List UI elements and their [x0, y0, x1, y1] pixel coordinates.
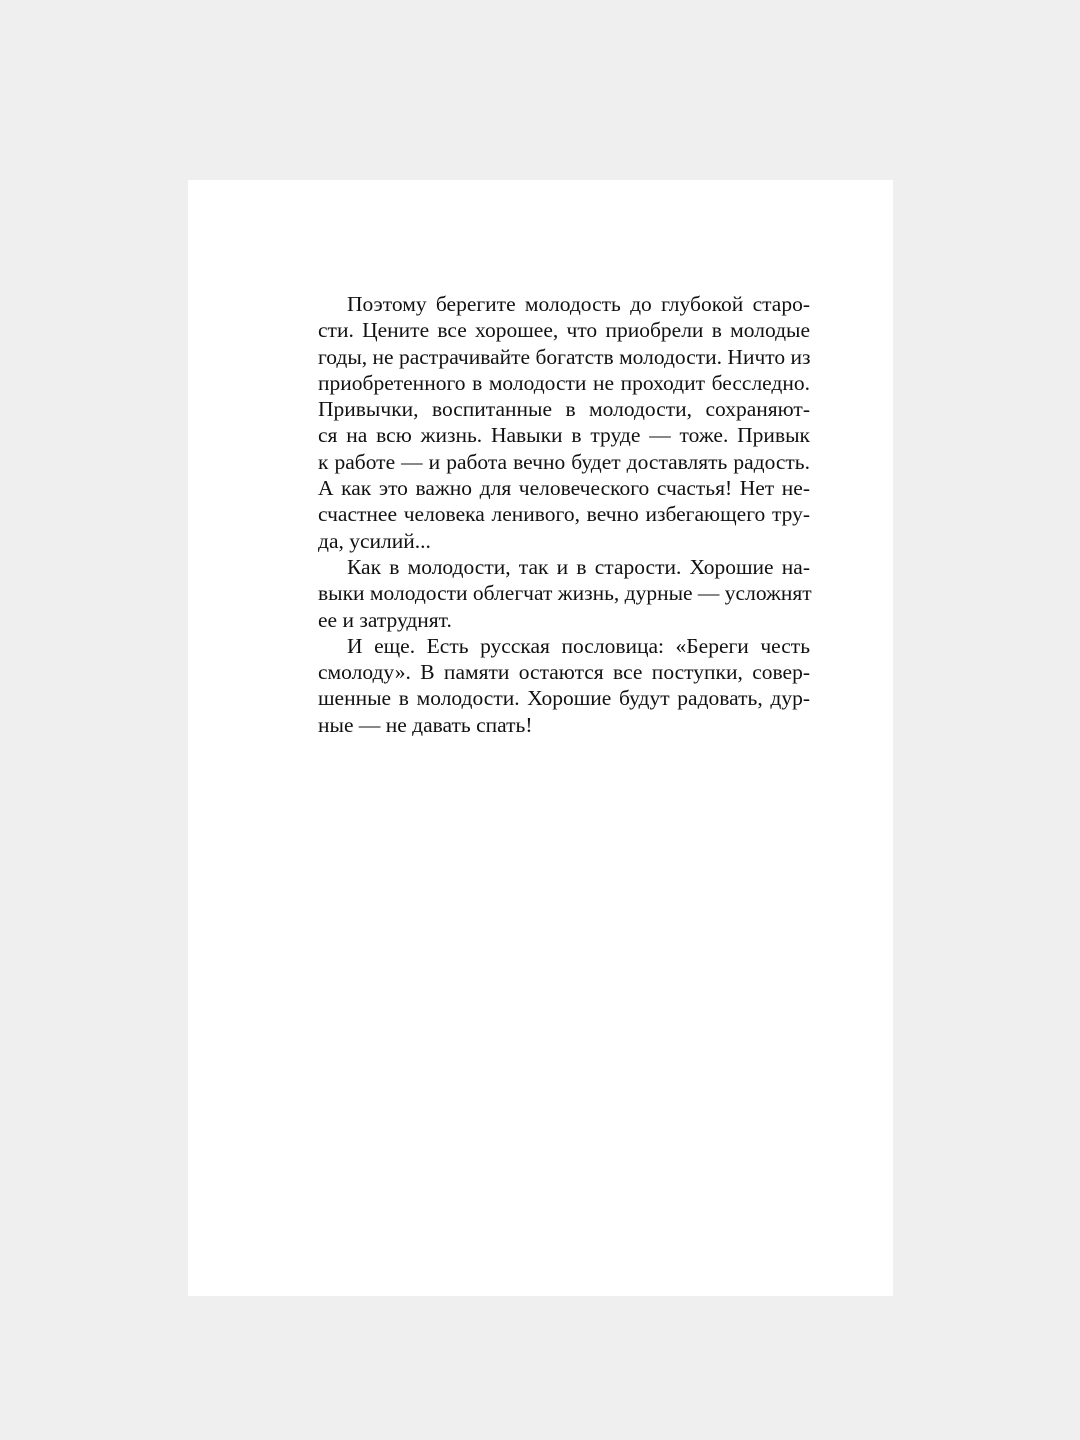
- text-line: да, усилий...: [318, 528, 431, 553]
- text-line: ее и затруднят.: [318, 607, 452, 632]
- text-line: приобретенного в молодости не проходит бесследно.: [318, 370, 810, 395]
- text-line: ся на всю жизнь. Навыки в труде — тоже. Привык: [318, 423, 810, 448]
- paragraph: [318, 633, 810, 738]
- text-line: ные — не давать спать!: [318, 712, 533, 737]
- paragraph: [318, 554, 810, 633]
- text-line: годы, не растрачивайте богатств молодости. Ничто из: [318, 344, 811, 369]
- body-text: [318, 291, 810, 738]
- text-line: Как в молодости, так и в старости. Хорошие на-: [347, 554, 810, 579]
- text-line: счастнее человека ленивого, вечно избегающего тру-: [318, 502, 810, 527]
- text-line: И еще. Есть русская пословица: «Береги честь: [347, 633, 810, 658]
- book-page: [188, 180, 893, 1296]
- text-line: выки молодости облегчат жизнь, дурные — усложнят: [318, 581, 812, 606]
- paragraph: [318, 291, 810, 554]
- text-line: смолоду». В памяти остаются все поступки, совер-: [318, 660, 810, 685]
- text-line: Поэтому берегите молодость до глубокой старо-: [347, 292, 810, 316]
- text-line: к работе — и работа вечно будет доставлять радость.: [318, 449, 810, 474]
- text-line: А как это важно для человеческого счастья! Нет не-: [318, 476, 810, 501]
- text-line: Привычки, воспитанные в молодости, сохраняют-: [318, 397, 810, 422]
- text-line: шенные в молодости. Хорошие будут радовать, дур-: [318, 686, 810, 711]
- text-line: сти. Цените все хорошее, что приобрели в молодые: [318, 318, 810, 343]
